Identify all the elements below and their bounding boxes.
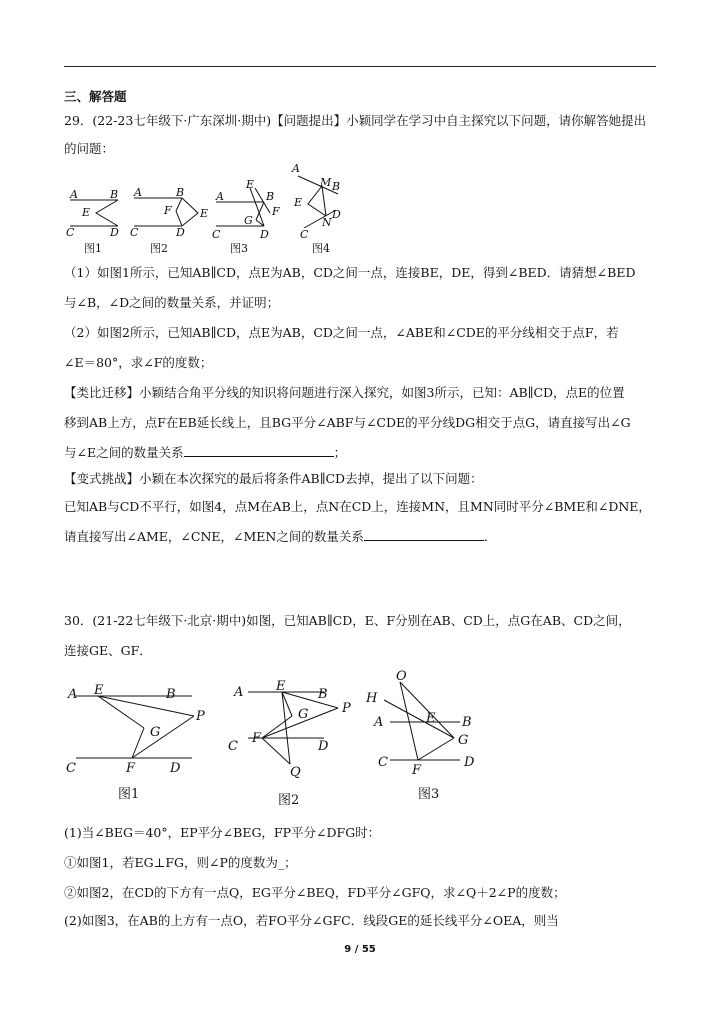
q29-line-1: 29．(22-23七年级下·广东深圳·期中)【问题提出】小颖同学在学习中自主探究以下问题，请你解答她提出 [64,113,647,128]
label-B: B [166,687,176,702]
q29-line-2: 的问题： [64,141,115,156]
label-A: A [292,162,300,175]
q29-part2-a: （2）如图2所示，已知AB∥CD，点E为AB，CD之间一点，∠ABE和∠CDE的平分线相交于点F，若 [64,325,619,340]
label-C: C [130,226,139,239]
q30-figure-2 [228,679,351,808]
label-D: D [260,228,269,241]
caption-fig4: 图4 [312,242,330,255]
label-A: A [70,188,78,201]
label-D: D [464,755,475,770]
answer-blank-1[interactable] [184,445,334,457]
label-F: F [272,205,280,218]
label-B: B [110,188,119,201]
header-rule [64,66,656,67]
label-Q: Q [290,765,301,780]
label-B: B [332,180,341,193]
label-E: E [426,711,436,726]
label-D: D [110,226,119,239]
q29-challenge-a: 【变式挑战】小颖在本次探究的最后将条件AB∥CD去掉，提出了以下问题： [64,471,483,486]
label-F: F [164,204,172,217]
q30-figure-1 [66,683,205,802]
label-C: C [66,761,76,776]
label-G: G [298,707,309,722]
q29-challenge-c [64,528,496,546]
label-E: E [82,206,91,219]
label-B: B [462,715,472,730]
label-D: D [176,226,185,239]
q29-part1-b: 与∠B，∠D之间的数量关系，并证明； [64,295,280,310]
label-E: E [246,178,255,191]
label-E: E [200,207,209,220]
label-C: C [300,228,309,241]
answer-blank-2[interactable] [364,529,484,541]
q30-part1: (1)当∠BEG＝40°，EP平分∠BEG，FP平分∠DFG时： [64,825,381,840]
label-A: A [134,186,142,199]
q30-part1-a: ①如图1，若EG⊥FG，则∠P的度数为_； [64,855,297,870]
q29-analogy-b: 移到AB上方，点F在EB延长线上，且BG平分∠ABF与∠CDE的平分线DG相交于点G，请直接写出∠G [64,415,631,430]
label-A: A [216,190,224,203]
q29-figure-4 [291,162,341,255]
label-O: O [396,669,407,684]
page-number: 9 / 55 [344,944,376,955]
label-G: G [244,214,253,227]
q29-analogy-c-text: 与∠E之间的数量关系 [64,445,184,460]
label-A: A [68,687,78,702]
q30-line-1: 30．(21-22七年级下·北京·期中)如图，已知AB∥CD，E、F分别在AB、CD上，点G在AB、CD之间， [64,613,631,628]
q29-figure-3 [212,178,280,255]
caption-fig2: 图2 [278,793,300,808]
q30-figure-3 [365,669,475,802]
caption-fig2: 图2 [150,242,168,255]
q29-part1-a: （1）如图1所示，已知AB∥CD，点E为AB，CD之间一点，连接BE，DE，得到∠BED．请猜想∠BED [64,265,636,280]
label-A: A [374,715,384,730]
label-P: P [196,709,205,724]
q29-figure-2 [130,186,208,255]
q29-analogy-a: 【类比迁移】小颖结合角平分线的知识将问题进行深入探究，如图3所示，已知：AB∥CD，点E的位置 [64,385,625,400]
label-E: E [276,679,286,694]
caption-fig1: 图1 [118,787,140,802]
q29-challenge-b: 已知AB与CD不平行，如图4，点M在AB上，点N在CD上，连接MN，且MN同时平分∠BME和∠DNE， [64,499,651,514]
caption-fig3: 图3 [418,787,440,802]
q30-part2: (2)如图3，在AB的上方有一点O，若FO平分∠GFC．线段GE的延长线平分∠OEA，则当 [64,913,559,928]
q29-challenge-c-text: 请直接写出∠AME，∠CNE，∠MEN之间的数量关系 [64,529,364,544]
q29-challenge-c-end: ． [483,529,497,544]
label-B: B [266,190,275,203]
section-title: 三、解答题 [64,89,127,104]
label-B: B [318,687,328,702]
label-C: C [66,226,75,239]
q30-figures [62,666,492,816]
label-E: E [294,196,303,209]
label-F: F [412,763,422,778]
q29-part2-b: ∠E＝80°，求∠F的度数； [64,355,213,370]
label-M: M [320,176,332,189]
label-A: A [234,685,244,700]
label-G: G [150,725,161,740]
label-N: N [322,216,332,229]
label-F: F [252,731,262,746]
label-B: B [176,186,185,199]
q30-line-2: 连接GE、GF． [64,643,152,658]
caption-fig3: 图3 [230,242,248,255]
label-H: H [366,691,378,706]
label-G: G [458,733,469,748]
q29-figure-1 [66,188,119,255]
label-D: D [318,739,329,754]
label-P: P [342,701,351,716]
label-D: D [332,208,341,221]
label-D: D [170,761,181,776]
q29-figures [60,158,360,258]
caption-fig1: 图1 [84,242,102,255]
q30-part1-b: ②如图2，在CD的下方有一点Q，EG平分∠BEQ，FD平分∠GFQ，求∠Q＋2∠P的度数； [64,885,566,900]
label-C: C [228,739,238,754]
label-C: C [212,228,221,241]
q29-analogy-c [64,444,346,462]
q29-analogy-c-end: ； [333,445,347,460]
label-C: C [378,755,388,770]
label-E: E [94,683,104,698]
label-F: F [126,761,136,776]
